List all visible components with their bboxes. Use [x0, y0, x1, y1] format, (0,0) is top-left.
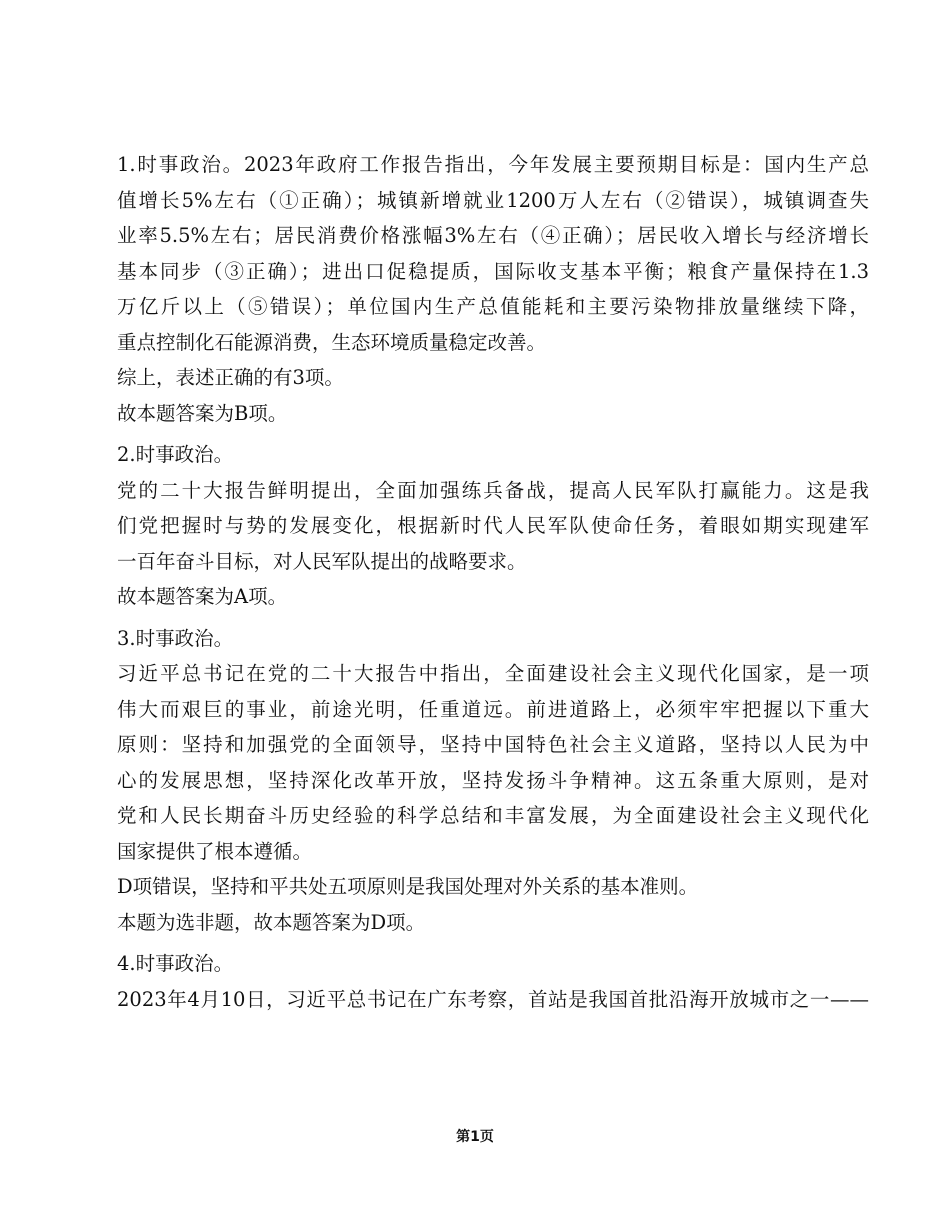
- text-line: 值增长5%左右（①正确）；城镇新增就业1200万人左右（②错误），城镇调查失: [117, 188, 869, 212]
- answer-explanations: [117, 147, 869, 1023]
- text-line: 心的发展思想，坚持深化改革开放，坚持发扬斗争精神。这五条重大原则，是对: [117, 768, 869, 792]
- text-line: 2023年4月10日，习近平总书记在广东考察，首站是我国首批沿海开放城市之一——: [117, 987, 869, 1011]
- answer-line: 本题为选非题，故本题答案为D项。: [117, 910, 426, 934]
- question-1-explanation: [117, 147, 869, 431]
- text-line: 业率5.5%左右；居民消费价格涨幅3%左右（④正确）；居民收入增长与经济增长: [117, 224, 869, 247]
- text-line: 党的二十大报告鲜明提出，全面加强练兵备战，提高人民军队打赢能力。这是我: [117, 478, 869, 502]
- text-line: D项错误，坚持和平共处五项原则是我国处理对外关系的基本准则。: [117, 875, 699, 898]
- question-2-explanation: [117, 437, 869, 615]
- text-line: 1.时事政治。2023年政府工作报告指出，今年发展主要预期目标是：国内生产总: [117, 153, 869, 176]
- text-line: 习近平总书记在党的二十大报告中指出，全面建设社会主义现代化国家，是一项: [117, 662, 869, 685]
- text-line: 国家提供了根本遵循。: [117, 839, 313, 863]
- question-3-explanation: [117, 621, 869, 941]
- text-line: 基本同步（③正确）；进出口促稳提质，国际收支基本平衡；粮食产量保持在1.3: [117, 259, 869, 283]
- question-heading: 3.时事政治。: [117, 626, 234, 650]
- text-line: 综上，表述正确的有3项。: [117, 366, 344, 389]
- text-line: 原则：坚持和加强党的全面领导，坚持中国特色社会主义道路，坚持以人民为中: [117, 733, 869, 756]
- text-line: 党和人民长期奋斗历史经验的科学总结和丰富发展，为全面建设社会主义现代化: [117, 804, 869, 827]
- question-heading: 2.时事政治。: [117, 443, 234, 466]
- text-line: 们党把握时与势的发展变化，根据新时代人民军队使命任务，着眼如期实现建军: [117, 514, 869, 537]
- answer-line: 故本题答案为B项。: [117, 401, 288, 425]
- question-heading: 4.时事政治。: [117, 952, 234, 975]
- text-line: 重点控制化石能源消费，生态环境质量稳定改善。: [117, 330, 547, 354]
- answer-line: 故本题答案为A项。: [117, 585, 288, 608]
- question-4-explanation: [117, 946, 869, 1017]
- page-number: 第1页: [456, 1129, 494, 1145]
- text-line: 伟大而艰巨的事业，前途光明，任重道远。前进道路上，必须牢牢把握以下重大: [117, 697, 869, 721]
- text-line: 万亿斤以上（⑤错误）；单位国内生产总值能耗和主要污染物排放量继续下降，: [117, 295, 869, 318]
- text-line: 一百年奋斗目标，对人民军队提出的战略要求。: [117, 549, 527, 573]
